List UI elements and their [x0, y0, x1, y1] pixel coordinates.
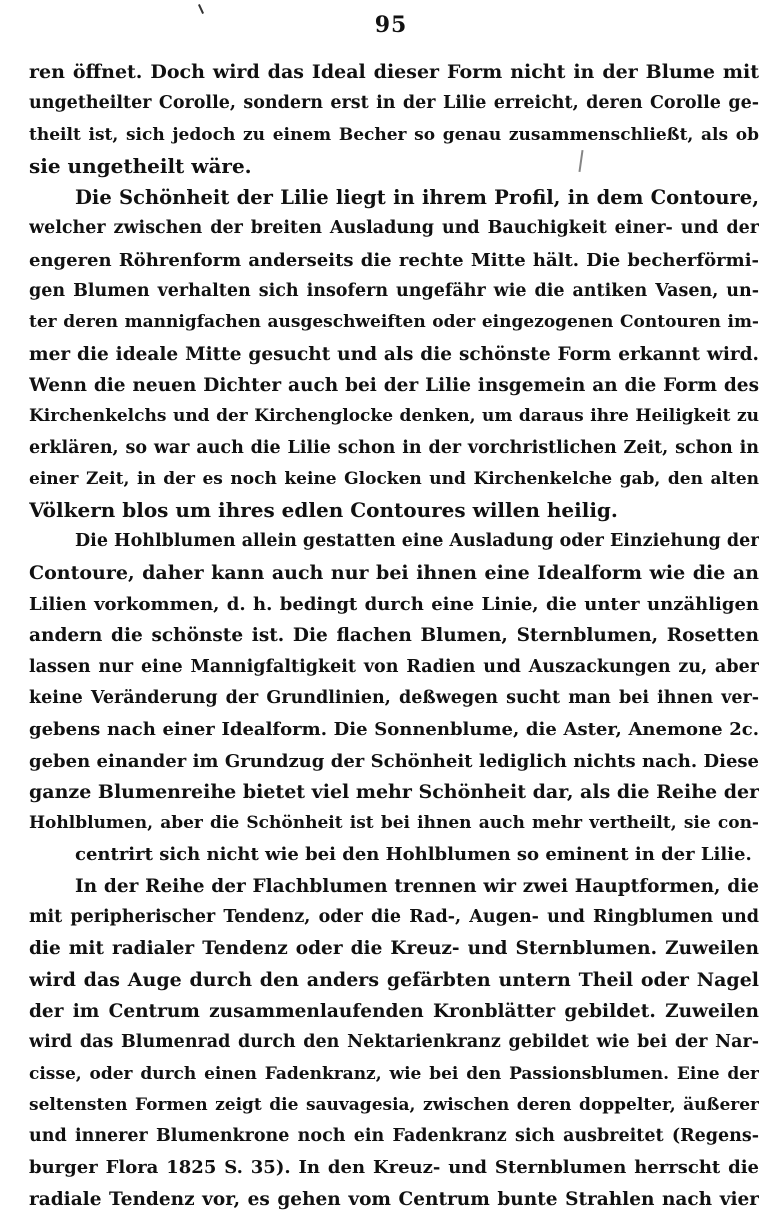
text-line: centrirt sich nicht wie bei den Hohlblumen so eminent in der Lilie.	[75, 844, 752, 866]
text-line: Contoure, daher kann auch nur bei ihnen eine Idealform wie die an	[29, 561, 759, 584]
text-line: sie ungetheilt wäre.	[29, 153, 252, 178]
text-line: der im Centrum zusammenlaufenden Kronblätter gebildet. Zuweilen	[29, 1000, 759, 1022]
text-line: ungetheilter Corolle, sondern erst in der Lilie erreicht, deren Corolle ge-	[29, 93, 759, 114]
text-line: ganze Blumenreihe bietet viel mehr Schönheit dar, als die Reihe der	[29, 780, 759, 803]
text-line: Die Schönheit der Lilie liegt in ihrem Profil, in dem Contoure,	[75, 186, 759, 210]
text-line: Kirchenkelchs und der Kirchenglocke denken, um daraus ihre Heiligkeit zu	[29, 406, 759, 427]
text-line: keine Veränderung der Grundlinien, deßwegen sucht man bei ihnen ver-	[29, 687, 759, 708]
text-line: geben einander im Grundzug der Schönheit lediglich nichts nach. Diese	[29, 750, 759, 772]
text-line: erklären, so war auch die Lilie schon in der vorchristlichen Zeit, schon in	[29, 437, 759, 458]
text-line: Die Hohlblumen allein gestatten eine Ausladung oder Einziehung der	[75, 531, 759, 552]
text-line: Wenn die neuen Dichter auch bei der Lilie insgemein an die Form des	[29, 374, 759, 396]
text-line: Lilien vorkommen, d. h. bedingt durch eine Linie, die unter unzähligen	[29, 594, 759, 616]
text-line: burger Flora 1825 S. 35). In den Kreuz- und Sternblumen herrscht die	[29, 1157, 759, 1179]
body-text	[29, 57, 759, 1215]
text-line: gen Blumen verhalten sich insofern ungefähr wie die antiken Vasen, un-	[29, 281, 759, 302]
text-line: mit peripherischer Tendenz, oder die Rad-, Augen- und Ringblumen und	[29, 907, 759, 928]
text-line: seltensten Formen zeigt die sauvagesia, zwischen deren doppelter, äußerer	[29, 1094, 759, 1115]
page-number: 95	[374, 12, 408, 38]
text-line: theilt ist, sich jedoch zu einem Becher so genau zusammenschließt, als ob	[29, 124, 759, 145]
text-line: Völkern blos um ihres edlen Contoures willen heilig.	[29, 498, 618, 523]
text-line: welcher zwischen der breiten Ausladung und Bauchigkeit einer- und der	[29, 218, 759, 239]
text-line: lassen nur eine Mannigfaltigkeit von Radien und Auszackungen zu, aber	[29, 656, 759, 677]
text-line: ter deren mannigfachen ausgeschweiften oder eingezogenen Contouren im-	[29, 312, 759, 333]
text-line: mer die ideale Mitte gesucht und als die schönste Form erkannt wird.	[29, 343, 759, 365]
text-line: und innerer Blumenkrone noch ein Fadenkranz sich ausbreitet (Regens-	[29, 1126, 759, 1147]
text-line: wird das Auge durch den anders gefärbten untern Theil oder Nagel	[29, 968, 759, 991]
text-line: einer Zeit, in der es noch keine Glocken und Kirchenkelche gab, den alten	[29, 468, 759, 489]
text-line: radiale Tendenz vor, es gehen vom Centrum bunte Strahlen nach vier	[29, 1188, 759, 1210]
text-line: Hohlblumen, aber die Schönheit ist bei ihnen auch mehr vertheilt, sie con-	[29, 813, 759, 834]
text-line: andern die schönste ist. Die flachen Blumen, Sternblumen, Rosetten	[29, 625, 759, 647]
text-line: engeren Röhrenform anderseits die rechte Mitte hält. Die becherförmi-	[29, 249, 759, 271]
text-line: ren öffnet. Doch wird das Ideal dieser Form nicht in der Blume mit	[29, 61, 759, 83]
text-line: die mit radialer Tendenz oder die Kreuz- und Sternblumen. Zuweilen	[29, 938, 759, 960]
text-line: In der Reihe der Flachblumen trennen wir zwei Hauptformen, die	[75, 875, 759, 897]
text-line: cisse, oder durch einen Fadenkranz, wie bei den Passionsblumen. Eine der	[29, 1063, 759, 1084]
text-line: gebens nach einer Idealform. Die Sonnenblume, die Aster, Anemone 2c.	[29, 719, 759, 741]
text-line: wird das Blumenrad durch den Nektarienkranz gebildet wie bei der Nar-	[29, 1032, 759, 1053]
